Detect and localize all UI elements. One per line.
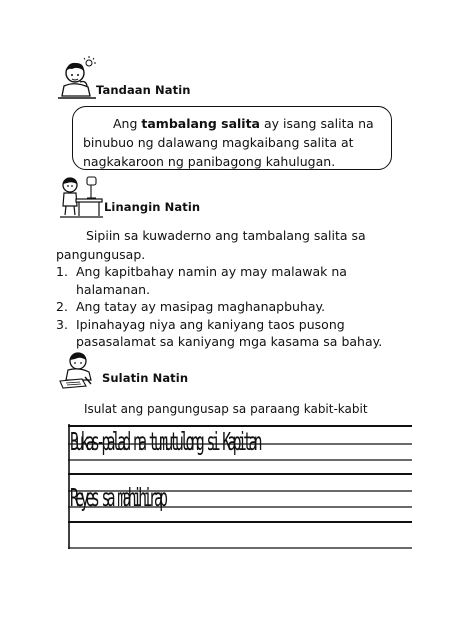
- instruction-paragraph: [56, 226, 416, 264]
- handwriting-line-2: Reyes sa mahihirap: [70, 483, 165, 512]
- instruction-line-2: pangungusap.: [56, 247, 146, 262]
- writing-instruction: Isulat ang pangungusap sa paraang kabit-kabit: [84, 402, 368, 416]
- definition-line-2: binubuo ng dalawang magkaibang salita at: [83, 135, 354, 150]
- list-item: 3. Ipinahayag niya ang kaniyang taos pusong pasasalamat sa kaniyang mga kasama sa bahay.: [56, 316, 383, 349]
- list-item: 1. Ang kapitbahay namin ay may malawak na halamanan.: [56, 264, 347, 297]
- definition-line-1: Ang tambalang salita ay isang salita na: [113, 116, 374, 131]
- handwriting-line-1: Bukas-palad na tumutulong si Kapitan: [70, 427, 259, 456]
- instruction-line-1: Sipiin sa kuwaderno ang tambalang salita sa: [86, 228, 366, 243]
- section-header-sulatin: [58, 350, 188, 394]
- section-title: Tandaan Natin: [96, 83, 191, 97]
- section-title: Sulatin Natin: [102, 371, 189, 385]
- child-writing-icon: [58, 350, 100, 394]
- list-item: 2. Ang tatay ay masipag maghanapbuhay.: [56, 299, 326, 314]
- section-title: Linangin Natin: [104, 200, 201, 214]
- child-thinking-icon: [56, 56, 98, 106]
- bold-term: tambalang salita: [141, 116, 260, 131]
- child-at-desk-icon: [58, 174, 104, 222]
- sentence-list: [56, 263, 436, 351]
- definition-box: [72, 106, 392, 170]
- section-header-linangin: [58, 174, 200, 222]
- definition-line-3: nagkakaroon ng panibagong kahulugan.: [83, 154, 336, 169]
- section-header-tandaan: [56, 56, 191, 106]
